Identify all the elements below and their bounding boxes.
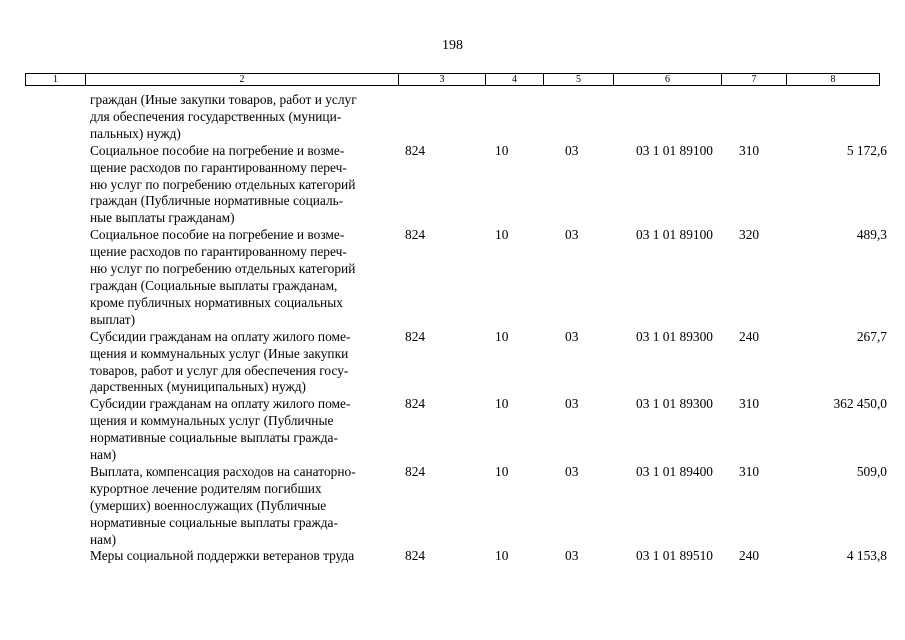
description-line: Меры социальной поддержки ветеранов труда: [90, 548, 355, 564]
section-code: 10: [495, 548, 509, 564]
description-line: (умерших) военнослужащих (Публичные: [90, 497, 327, 513]
amount: 267,7: [856, 328, 887, 344]
ministry-code: 824: [405, 548, 426, 564]
table-row: [0, 464, 905, 549]
description-line: щения и коммунальных услуг (Публичные: [90, 413, 334, 429]
target-article-code: 03 1 01 89300: [636, 328, 713, 344]
description-line: граждан (Социальные выплаты гражданам,: [90, 277, 338, 293]
section-code: 10: [495, 396, 509, 412]
table-row: [0, 227, 905, 328]
subsection-code: 03: [565, 548, 579, 564]
description-line: Субсидии гражданам на оплату жилого поме-: [90, 328, 351, 344]
description-line: щение расходов по гарантированному переч-: [90, 159, 347, 175]
subsection-code: 03: [565, 463, 579, 479]
expense-type-code: 320: [739, 227, 760, 243]
row-description: [0, 396, 400, 464]
ministry-code: 824: [405, 463, 426, 479]
subsection-code: 03: [565, 227, 579, 243]
section-code: 10: [495, 463, 509, 479]
description-line: курортное лечение родителям погибших: [90, 480, 322, 496]
ministry-code: 824: [405, 396, 426, 412]
target-article-code: 03 1 01 89300: [636, 396, 713, 412]
ministry-code: 824: [405, 142, 426, 158]
expense-type-code: [739, 92, 796, 143]
row-description: [0, 143, 400, 228]
row-description: [0, 464, 400, 549]
description-line: пальных) нужд): [90, 125, 181, 141]
table-row: [0, 396, 905, 464]
row-description: [0, 92, 400, 143]
row-description: [0, 548, 400, 565]
amount: 362 450,0: [833, 396, 887, 412]
table-header-row: [25, 73, 880, 86]
description-line: ню услуг по погребению отдельных категорий: [90, 176, 356, 192]
description-line: кроме публичных нормативных социальных: [90, 294, 343, 310]
header-col-3: 3: [399, 74, 486, 85]
expense-type-code: 310: [739, 142, 760, 158]
description-line: выплат): [90, 311, 136, 327]
section-code: [475, 92, 565, 143]
description-line: дарственных (муниципальных) нужд): [90, 379, 306, 395]
table-row: [0, 92, 905, 143]
expense-type-code: 310: [739, 463, 760, 479]
description-line: нормативные социальные выплаты гражда-: [90, 430, 338, 446]
description-line: Социальное пособие на погребение и возме-: [90, 142, 345, 158]
header-col-4: 4: [486, 74, 544, 85]
target-article-code: 03 1 01 89400: [636, 463, 713, 479]
row-description: [0, 227, 400, 328]
row-description: [0, 329, 400, 397]
description-line: нам): [90, 531, 117, 547]
target-article-code: 03 1 01 89100: [636, 142, 713, 158]
description-line: ные выплаты гражданам): [90, 210, 235, 226]
amount: 509,0: [856, 463, 887, 479]
header-col-5: 5: [544, 74, 614, 85]
description-line: нормативные социальные выплаты гражда-: [90, 514, 338, 530]
subsection-code: 03: [565, 328, 579, 344]
description-line: щение расходов по гарантированному переч-: [90, 244, 347, 260]
section-code: 10: [495, 227, 509, 243]
expense-type-code: 240: [739, 548, 760, 564]
expense-type-code: 310: [739, 396, 760, 412]
description-line: граждан (Иные закупки товаров, работ и услуг: [90, 92, 357, 107]
table-row: [0, 143, 905, 228]
section-code: 10: [495, 328, 509, 344]
header-col-7: 7: [722, 74, 787, 85]
subsection-code: [565, 92, 636, 143]
table-row: [0, 548, 905, 565]
page-number: 198: [442, 38, 463, 53]
description-line: Субсидии гражданам на оплату жилого поме-: [90, 396, 351, 412]
section-code: 10: [495, 142, 509, 158]
amount: 4 153,8: [846, 548, 887, 564]
subsection-code: 03: [565, 396, 579, 412]
header-col-2: 2: [86, 74, 399, 85]
ministry-code: [400, 92, 475, 143]
amount: 489,3: [856, 227, 887, 243]
description-line: товаров, работ и услуг для обеспечения госу-: [90, 362, 349, 378]
expense-type-code: 240: [739, 328, 760, 344]
description-line: Выплата, компенсация расходов на санаторно-: [90, 463, 356, 479]
description-line: граждан (Публичные нормативные социаль-: [90, 193, 344, 209]
header-col-1: 1: [26, 74, 86, 85]
header-col-8: 8: [830, 74, 836, 85]
target-article-code: 03 1 01 89100: [636, 227, 713, 243]
table-body: [0, 92, 905, 565]
description-line: ню услуг по погребению отдельных категорий: [90, 261, 356, 277]
description-line: нам): [90, 447, 117, 463]
header-col-6: 6: [614, 74, 722, 85]
amount: [796, 92, 887, 143]
ministry-code: 824: [405, 227, 426, 243]
description-line: Социальное пособие на погребение и возме-: [90, 227, 345, 243]
description-line: щения и коммунальных услуг (Иные закупки: [90, 345, 349, 361]
target-article-code: 03 1 01 89510: [636, 548, 713, 564]
amount: 5 172,6: [846, 142, 887, 158]
subsection-code: 03: [565, 142, 579, 158]
target-article-code: [636, 92, 739, 143]
description-line: для обеспечения государственных (муници-: [90, 108, 342, 124]
ministry-code: 824: [405, 328, 426, 344]
table-row: [0, 329, 905, 397]
